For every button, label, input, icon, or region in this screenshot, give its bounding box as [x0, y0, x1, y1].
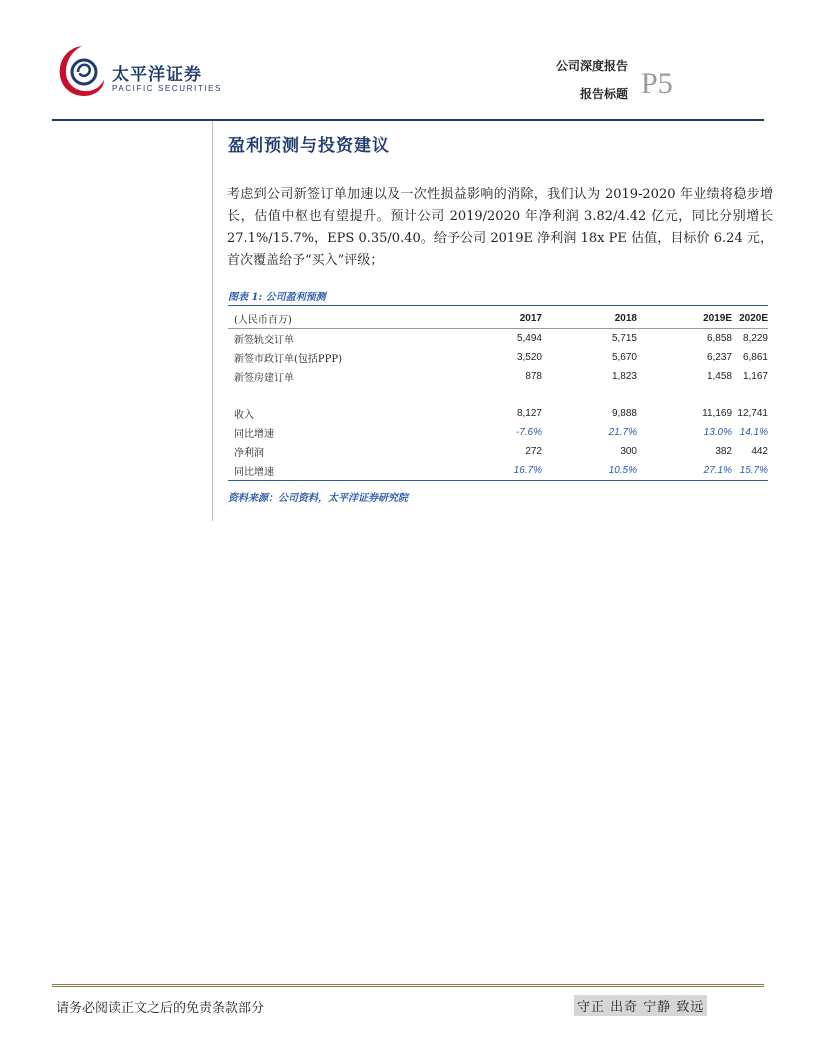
cell: 15.7%	[739, 465, 768, 476]
figure-source: 资料来源：公司资料，太平洋证券研究院	[228, 493, 408, 504]
figure-title: 图表 1: 公司盈利预测	[228, 292, 326, 303]
body-paragraph: 考虑到公司新签订单加速以及一次性损益影响的消除，我们认为 2019-2020 年业绩将稳步增长，估值中枢也有望提升。预计公司 2019/2020 年净利润 3.82/4.42 亿元，同比分别增长 27.1%/15.7%，EPS 0.35/0.40。给予公司 2019E 净利润 18x PE 估值，目标价 6.24 元，首次覆盖给予“买入”评级；	[227, 187, 773, 268]
cell: 6,861	[742, 352, 768, 363]
cell: 382	[715, 446, 732, 457]
cell: 300	[620, 446, 637, 457]
section-title: 盈利预测与投资建议	[228, 136, 390, 156]
year-header: 2018	[614, 313, 637, 324]
row-label: 新签房建订单	[234, 373, 294, 384]
row-label: 新签市政订单(包括PPP)	[234, 354, 342, 365]
cell: 21.7%	[608, 427, 637, 438]
cell: 10.5%	[608, 465, 637, 476]
year-header: 2019E	[703, 313, 732, 324]
cell: 13.0%	[703, 427, 732, 438]
page-num: 5	[657, 67, 673, 100]
cell: 1,167	[742, 371, 768, 382]
table-header-row	[228, 309, 768, 329]
side-rule	[212, 121, 213, 521]
cell: 878	[525, 371, 542, 382]
cell: 6,237	[706, 352, 732, 363]
page-prefix: P	[641, 67, 658, 100]
footer-disclaimer: 请务必阅读正文之后的免责条款部分	[56, 1001, 265, 1016]
table-spacer	[228, 386, 768, 404]
cell: 442	[751, 446, 768, 457]
cell: 1,823	[611, 371, 637, 382]
logo-chinese-name: 太平洋证券	[112, 65, 202, 85]
row-label: 同比增速	[234, 467, 274, 478]
cell: 11,169	[702, 408, 732, 419]
table-row	[228, 423, 768, 442]
cell: 1,458	[706, 371, 732, 382]
unit-label: (人民币百万)	[234, 315, 292, 326]
table-row	[228, 367, 768, 386]
cell: 5,670	[611, 352, 637, 363]
cell: 16.7%	[513, 465, 542, 476]
table-row	[228, 329, 768, 349]
row-label: 收入	[234, 410, 254, 421]
header-rule	[52, 119, 764, 121]
logo-english-name: PACIFIC SECURITIES	[112, 84, 222, 93]
row-label: 净利润	[234, 448, 264, 459]
earnings-forecast-table	[228, 309, 768, 481]
table-row	[228, 348, 768, 367]
report-type: 公司深度报告	[555, 59, 628, 73]
year-header: 2020E	[739, 313, 768, 324]
footer-rule	[52, 986, 764, 987]
table-row	[228, 461, 768, 481]
page-number	[641, 64, 673, 102]
cell: 3,520	[516, 352, 542, 363]
footer-motto: 守正 出奇 宁静 致远	[574, 995, 707, 1016]
table-row	[228, 404, 768, 423]
cell: 5,494	[516, 333, 542, 344]
cell: 12,741	[737, 408, 768, 419]
cell: 8,127	[516, 408, 542, 419]
company-logo	[56, 42, 226, 100]
row-label: 同比增速	[234, 429, 274, 440]
year-header: 2017	[519, 313, 542, 324]
cell: 14.1%	[739, 427, 768, 438]
cell: -7.6%	[515, 427, 542, 438]
cell: 6,858	[706, 333, 732, 344]
figure-rule	[228, 305, 768, 306]
report-title: 报告标题	[579, 87, 628, 101]
cell: 272	[525, 446, 542, 457]
footer-rule	[52, 984, 764, 985]
cell: 8,229	[742, 333, 768, 344]
table-row	[228, 442, 768, 461]
pacific-logo-icon	[56, 42, 108, 100]
cell: 27.1%	[703, 465, 732, 476]
cell: 9,888	[611, 408, 637, 419]
cell: 5,715	[611, 333, 637, 344]
row-label: 新签轨交订单	[234, 335, 294, 346]
